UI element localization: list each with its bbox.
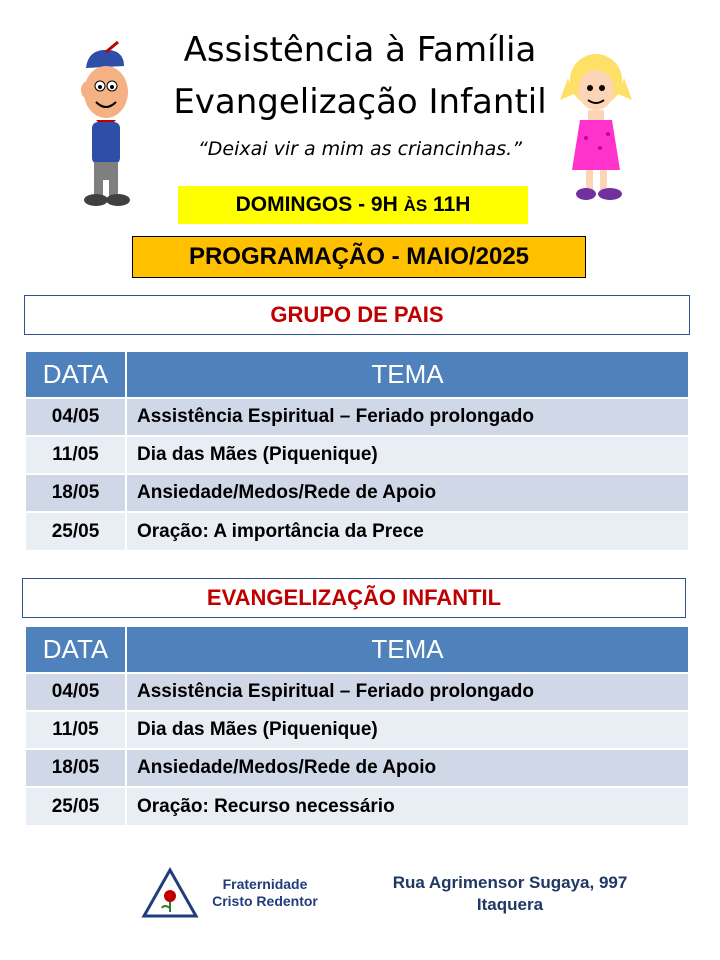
row-theme: Assistência Espiritual – Feriado prolongado xyxy=(126,673,688,711)
row-date: 04/05 xyxy=(26,673,126,711)
table-header-row xyxy=(26,627,688,673)
main-title: Assistência à Família xyxy=(183,30,537,70)
children-schedule-table xyxy=(26,627,688,825)
row-theme: Dia das Mães (Piquenique) xyxy=(126,711,688,749)
address-line2: Itaquera xyxy=(476,895,544,914)
row-theme: Ansiedade/Medos/Rede de Apoio xyxy=(126,474,688,512)
row-date: 18/05 xyxy=(26,474,126,512)
row-theme: Oração: A importância da Prece xyxy=(126,512,688,550)
column-header-theme: TEMA xyxy=(126,627,688,673)
girl-cartoon-illustration xyxy=(560,48,632,208)
table-row xyxy=(26,474,688,512)
row-date: 18/05 xyxy=(26,749,126,787)
table-row xyxy=(26,787,688,825)
table-row xyxy=(26,436,688,474)
logo-line2: Cristo Redentor xyxy=(212,893,318,909)
row-theme: Assistência Espiritual – Feriado prolongado xyxy=(126,398,688,436)
schedule-suffix: 11H xyxy=(427,193,471,216)
boy-cartoon-illustration xyxy=(78,40,138,210)
logo-line1: Fraternidade xyxy=(222,876,308,892)
schedule-badge xyxy=(178,186,528,224)
row-date: 11/05 xyxy=(26,711,126,749)
parents-schedule-table xyxy=(26,352,688,550)
section-label-parents: GRUPO DE PAIS xyxy=(24,295,690,335)
column-header-theme: TEMA xyxy=(126,352,688,398)
table-row xyxy=(26,711,688,749)
address-block xyxy=(370,872,650,916)
row-theme: Dia das Mães (Piquenique) xyxy=(126,436,688,474)
section-label-children: EVANGELIZAÇÃO INFANTIL xyxy=(22,578,686,618)
column-header-date: DATA xyxy=(26,352,126,398)
subtitle: Evangelização Infantil xyxy=(173,82,547,122)
row-date: 04/05 xyxy=(26,398,126,436)
table-row xyxy=(26,398,688,436)
quote-text: “Deixai vir a mim as criancinhas.” xyxy=(197,138,523,160)
schedule-prefix: DOMINGOS - 9H xyxy=(235,193,404,216)
table-row xyxy=(26,673,688,711)
row-date: 25/05 xyxy=(26,512,126,550)
column-header-date: DATA xyxy=(26,627,126,673)
table-header-row xyxy=(26,352,688,398)
logo-text xyxy=(200,876,330,910)
address-line1: Rua Agrimensor Sugaya, 997 xyxy=(392,873,628,892)
row-date: 11/05 xyxy=(26,436,126,474)
row-theme: Ansiedade/Medos/Rede de Apoio xyxy=(126,749,688,787)
program-title: PROGRAMAÇÃO - MAIO/2025 xyxy=(132,236,586,278)
table-row xyxy=(26,749,688,787)
table-row xyxy=(26,512,688,550)
row-theme: Oração: Recurso necessário xyxy=(126,787,688,825)
schedule-as: ÀS xyxy=(403,196,428,215)
row-date: 25/05 xyxy=(26,787,126,825)
